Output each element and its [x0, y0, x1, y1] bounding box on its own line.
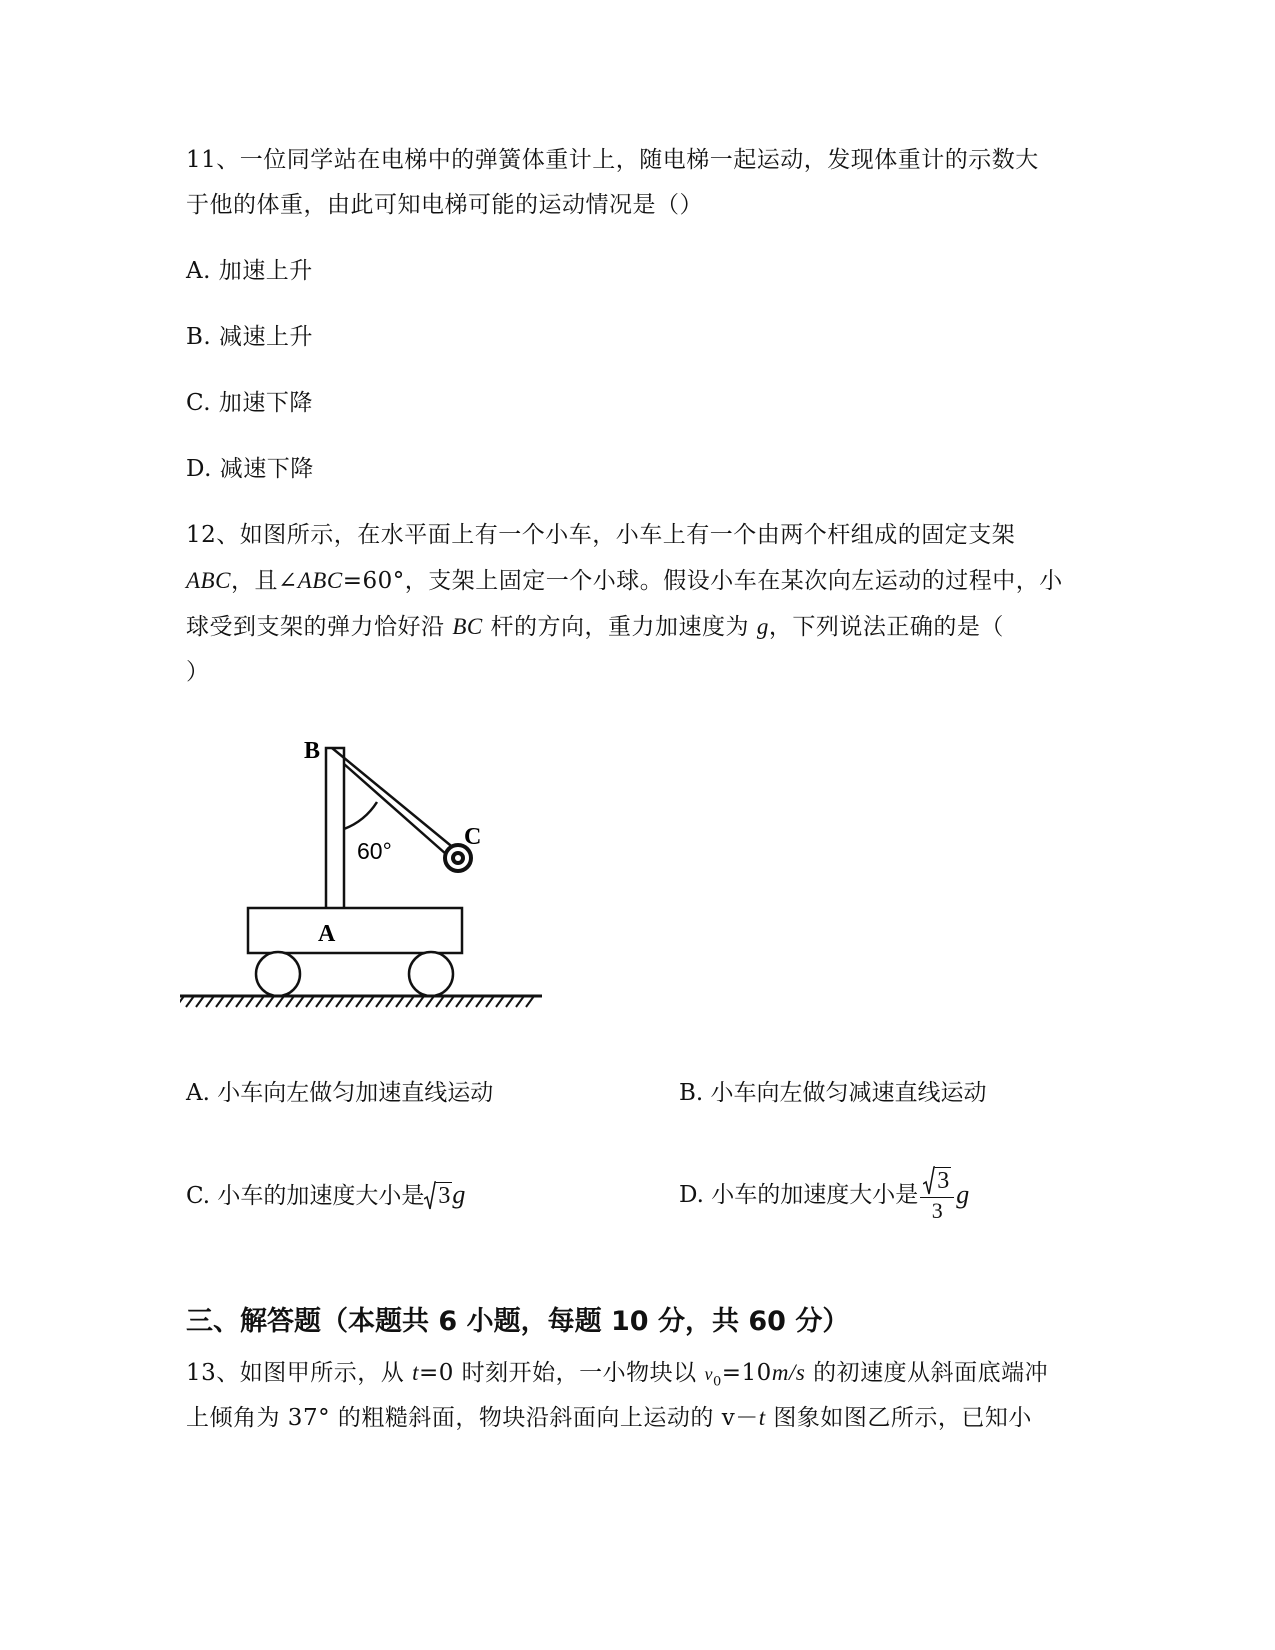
hatch-stroke: [206, 996, 214, 1007]
q12-option-d: [679, 1166, 969, 1226]
q11-stem-line1: 11、一位同学站在电梯中的弹簧体重计上，随电梯一起运动，发现体重计的示数大: [186, 147, 1039, 173]
hatch-stroke: [326, 996, 334, 1007]
hatch-stroke: [336, 996, 344, 1007]
hatch-stroke: [376, 996, 384, 1007]
q12-line3-a: 球受到支架的弹力恰好沿: [186, 614, 453, 640]
hatch-stroke: [506, 996, 514, 1007]
q11-option-d: D. 减速下降: [186, 456, 314, 482]
q12-option-c-g: g: [452, 1180, 466, 1209]
ground-hatching: [180, 996, 534, 1007]
hatch-stroke: [526, 996, 534, 1007]
cart-body: [248, 908, 462, 953]
q12-line3-b: 杆的方向，重力加速度为: [482, 614, 757, 640]
hatch-stroke: [196, 996, 204, 1007]
hatch-stroke: [466, 996, 474, 1007]
hatch-stroke: [296, 996, 304, 1007]
hatch-stroke: [226, 996, 234, 1007]
rod-ab: [326, 748, 344, 918]
q12-stem-rest: =60°，支架上固定一个小球。假设小车在某次向左运动的过程中，小: [342, 568, 1063, 594]
hatch-stroke: [456, 996, 464, 1007]
hatch-stroke: [386, 996, 394, 1007]
cart-bracket-figure: [180, 740, 560, 1030]
q13-stem-line2: 上倾角为 37° 的粗糙斜面，物块沿斜面向上运动的 v－t 图象如图乙所示，已知小: [186, 1405, 1032, 1431]
hatch-stroke: [406, 996, 414, 1007]
q12-option-a: A. 小车向左做匀加速直线运动: [186, 1080, 494, 1106]
q11-option-a: A. 加速上升: [186, 258, 313, 284]
hatch-stroke: [436, 996, 444, 1007]
hatch-stroke: [346, 996, 354, 1007]
hatch-stroke: [186, 996, 194, 1007]
q12-abc-angle: ABC: [297, 568, 343, 593]
hatch-stroke: [426, 996, 434, 1007]
q12-bc: BC: [452, 614, 483, 639]
hatch-stroke: [416, 996, 424, 1007]
ball-hole: [455, 855, 461, 861]
q12-stem-line3: [186, 612, 1004, 642]
label-b: B: [304, 740, 321, 764]
hatch-stroke: [180, 996, 184, 1007]
wheel-left: [256, 952, 300, 996]
radical-sign-icon: [923, 1166, 935, 1196]
label-angle: 60°: [357, 838, 392, 864]
label-a: A: [318, 921, 336, 947]
hatch-stroke: [216, 996, 224, 1007]
fraction-root3-over-3: $\frac{3}{3}$: [920, 1166, 954, 1224]
section-heading: 三、解答题（本题共 6 小题，每题 10 分，共 60 分）: [186, 1306, 850, 1337]
q12-angle-text: ，且∠: [230, 568, 298, 594]
q12-option-d-text: D. 小车的加速度大小是: [679, 1182, 919, 1208]
label-c: C: [464, 824, 482, 850]
q12-stem-line1: 12、如图所示，在水平面上有一个小车，小车上有一个由两个杆组成的固定支架: [186, 522, 1016, 548]
hatch-stroke: [486, 996, 494, 1007]
q11-option-b: B. 减速上升: [186, 324, 314, 350]
radical-sign-icon: [424, 1181, 436, 1211]
hatch-stroke: [476, 996, 484, 1007]
wheel-right: [409, 952, 453, 996]
hatch-stroke: [356, 996, 364, 1007]
hatch-stroke: [446, 996, 454, 1007]
q12-g: g: [756, 614, 769, 639]
q12-line3-c: ，下列说法正确的是（: [768, 614, 1004, 640]
q12-option-d-g: g: [956, 1180, 970, 1209]
q12-option-b: B. 小车向左做匀减速直线运动: [679, 1080, 987, 1106]
q13-stem-line1: 13、如图甲所示，从 t=0 时刻开始，一小物块以 $v_0=10m/s$ 的初速度从斜面底端冲: [186, 1360, 1049, 1390]
q11-stem-line2: 于他的体重，由此可知电梯可能的运动情况是（）: [186, 192, 703, 218]
hatch-stroke: [496, 996, 504, 1007]
hatch-stroke: [256, 996, 264, 1007]
hatch-stroke: [366, 996, 374, 1007]
rod-bc-upper: [332, 748, 461, 854]
q11-option-c: C. 加速下降: [186, 390, 313, 416]
hatch-stroke: [516, 996, 524, 1007]
q12-option-c: [186, 1180, 465, 1211]
q12-stem-line4: ）: [186, 659, 210, 685]
hatch-stroke: [276, 996, 284, 1007]
hatch-stroke: [236, 996, 244, 1007]
q12-abc: ABC: [186, 568, 231, 593]
hatch-stroke: [286, 996, 294, 1007]
hatch-stroke: [316, 996, 324, 1007]
q12-stem-line2: [186, 566, 1063, 596]
hatch-stroke: [266, 996, 274, 1007]
hatch-stroke: [246, 996, 254, 1007]
sqrt-3: 3: [424, 1181, 452, 1211]
hatch-stroke: [306, 996, 314, 1007]
hatch-stroke: [396, 996, 404, 1007]
fraction-denominator: 3: [931, 1198, 943, 1223]
angle-arc: [344, 802, 377, 829]
q12-option-c-text: C. 小车的加速度大小是: [186, 1183, 425, 1209]
